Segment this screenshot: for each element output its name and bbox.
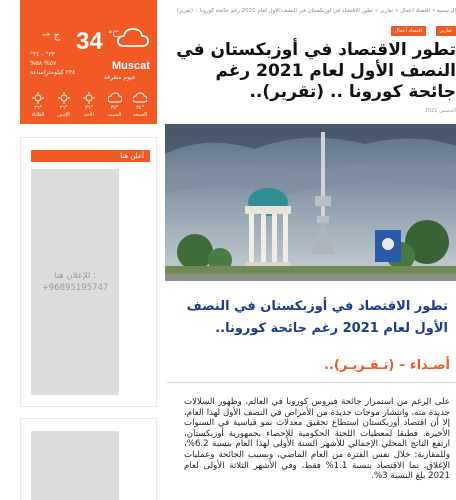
ad-slot-phone: +96895195747 bbox=[41, 283, 109, 293]
sun-icon bbox=[57, 92, 71, 104]
ad-slot[interactable] bbox=[31, 431, 119, 500]
forecast-day: ٣٦° الثلاثاء bbox=[26, 92, 50, 119]
cloud-icon bbox=[133, 92, 147, 104]
article-image bbox=[165, 124, 456, 281]
sun-icon bbox=[82, 92, 96, 104]
cloud-icon bbox=[116, 26, 150, 48]
divider bbox=[167, 382, 456, 383]
ad-widget-title: أعلن هنا bbox=[31, 150, 150, 162]
breadcrumb[interactable]: الرئيسية » اقتصاد أعمال » تقارير » تطور الاقتصاد في أوزبكستان في النصف الأول لعام 2021 رغم جائحة كورونا .. (تقرير) bbox=[176, 8, 456, 14]
article-source: أصـداء – (تـقـريـر).. bbox=[323, 358, 450, 373]
weather-temperature: 34 bbox=[76, 28, 103, 55]
ad-widget bbox=[20, 137, 157, 407]
article bbox=[163, 0, 456, 500]
weather-city: Muscat bbox=[112, 60, 150, 72]
weather-widget bbox=[20, 0, 157, 124]
weather-details: ٣٣° - ٣٤° ٥٧% ٥٨% ٢٣٤ كيلومتر/ساعة bbox=[30, 51, 76, 76]
weather-description: غيوم متفرقة bbox=[104, 74, 136, 81]
sun-icon bbox=[31, 92, 45, 104]
forecast-day: ٣٥° السبت bbox=[103, 92, 127, 119]
article-subtitle: تطور الاقتصاد في أوزبكستان في النصف الأول لعام 2021 رغم جائحة كورونا.. bbox=[186, 299, 448, 336]
ad-widget bbox=[20, 418, 157, 500]
forecast-day: ٣٦° الإثنين bbox=[52, 92, 76, 119]
weather-forecast bbox=[26, 92, 152, 119]
weather-unit: °C bbox=[108, 30, 119, 40]
wind-icon: ⇀ ج bbox=[42, 30, 61, 41]
cloud-icon bbox=[108, 92, 122, 104]
category-badge[interactable]: اقتصاد أعمال bbox=[391, 26, 426, 36]
category-badge[interactable]: تقارير bbox=[436, 26, 456, 36]
ad-slot-label: للإعلان هنا : bbox=[54, 271, 96, 281]
forecast-day: ٣٦° الأحد bbox=[77, 92, 101, 119]
forecast-day: ٣٤° الجمعة bbox=[128, 92, 152, 119]
article-title: تطور الاقتصاد في أوزبكستان في النصف الأول لعام 2021 رغم جائحة كورونا .. (تقرير).. bbox=[176, 40, 456, 102]
ad-slot[interactable] bbox=[31, 169, 119, 395]
article-body: على الرغم من استمرار جائحة فيروس كورونا في العالم، وظهور السلالات جديدة منه، وانتشار موجات جديدة من الأمراض في النصف الأول لهذا العام، إلا أن اقتصاد أوزبكستان استطاع تحقيق معدلات نمو قياسية في السنوات الأخيرة. فطبقا لمعطيات اللجنة الحكومية للإحصاء بجمهورية أوزبكستان، ارتفع الناتج المحلي الإجمالي للأشهر الستة الأولى لهذا العام بنسبة 6.2%، وللمقارنة: خلال نفس الفترة من العام الماضي، وبسبب الجائحة وعمليات الإغلاق، نما الاقتصاد بنسبة 1.1% فقط، وفي الأشهر الثلاثة الأولى لعام 2021 بلغ النسبة 3%. bbox=[184, 397, 450, 482]
article-date: الخميس 2021 bbox=[424, 108, 456, 114]
